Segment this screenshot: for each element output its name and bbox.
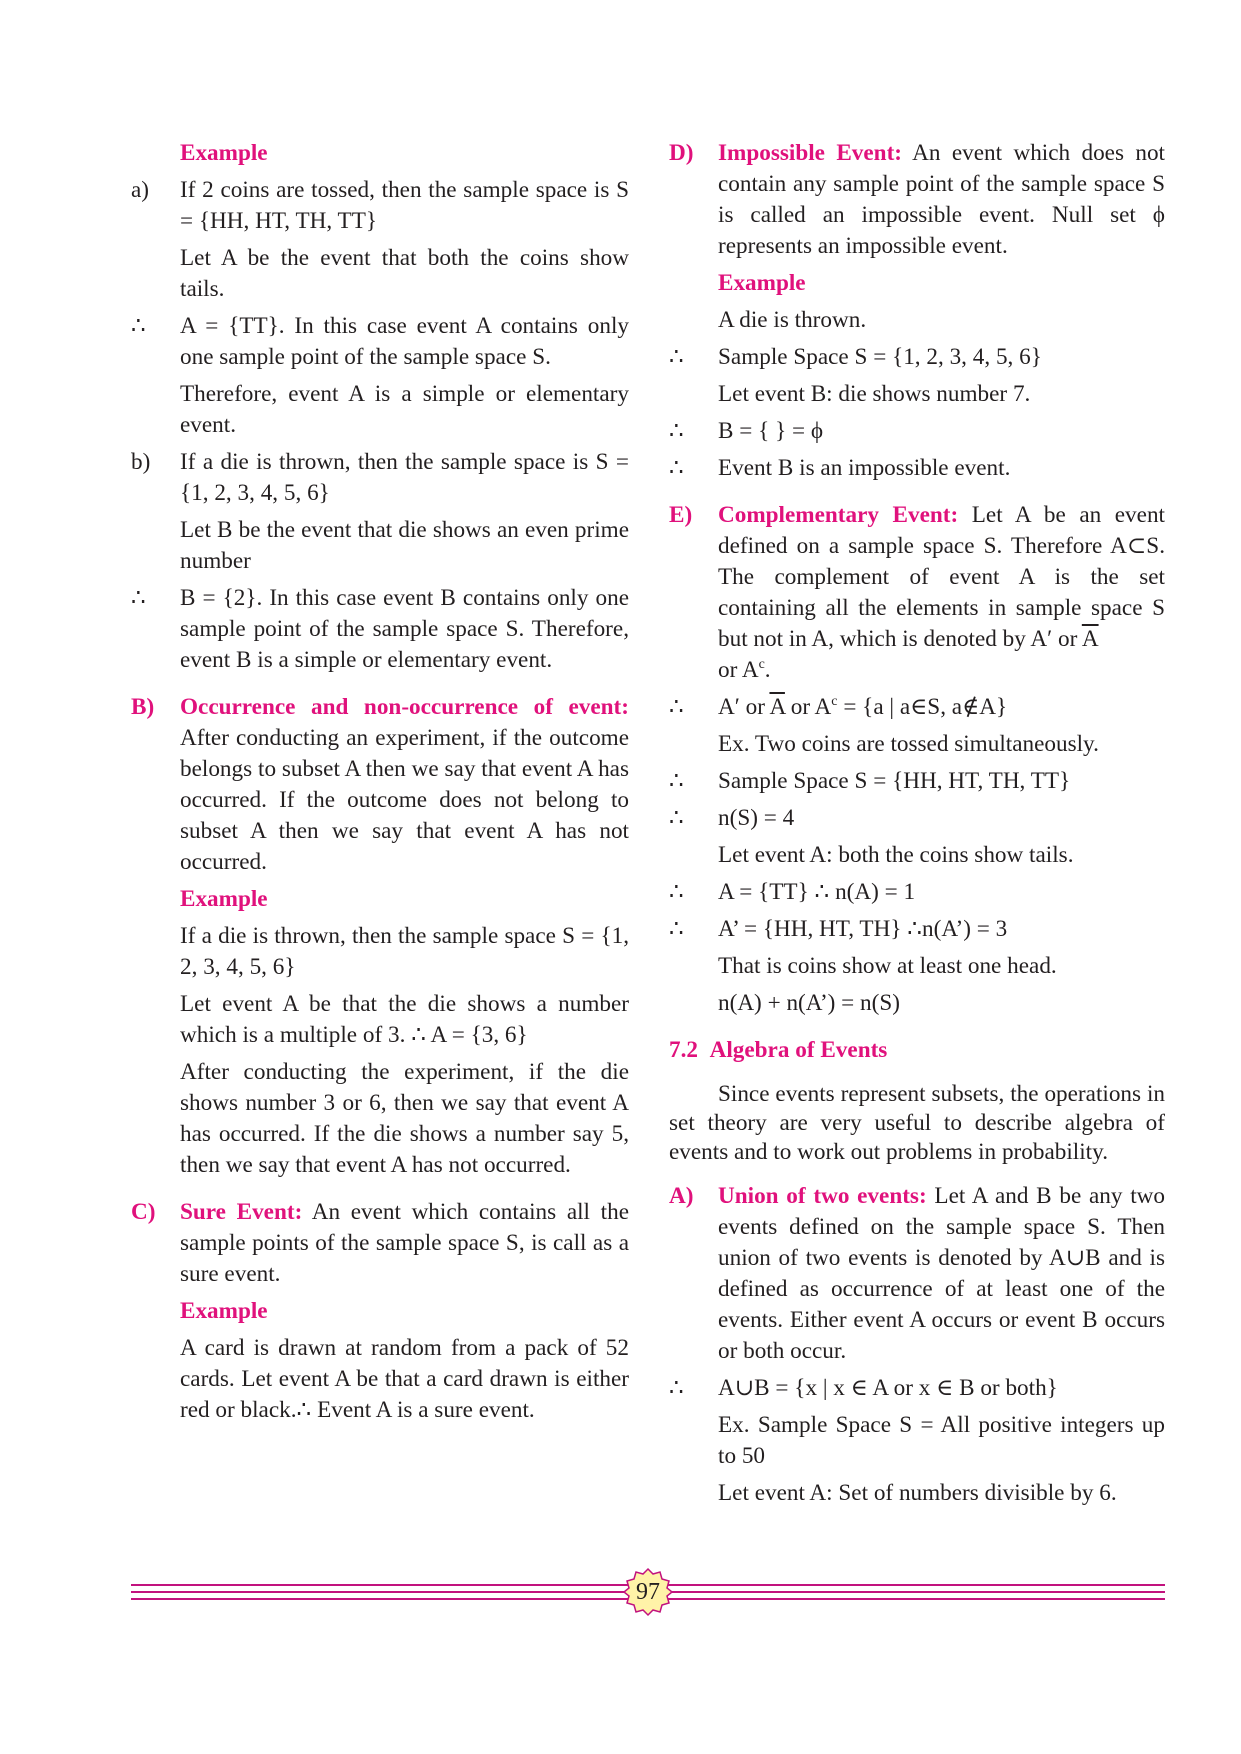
therefore-symbol: ∴ [669, 1375, 684, 1401]
therefore-symbol: ∴ [131, 585, 146, 611]
section-number: 7.2 [669, 1037, 698, 1063]
section-D: D) Impossible Event: An event which does not contain any sample point of the sample space S is called an impossible event. Null set ϕ represents an impossible event. [669, 140, 1166, 259]
section-A-union: A) Union of two events: Let A and B be any two events defined on the sample space S. Then union of two events is denoted by A∪B and is defined as occurrence of at least one of the events. Either event A occurs or event B occurs or both occur. [669, 1183, 1165, 1364]
item-a: a) If 2 coins are tossed, then the sample space is S = {HH, HT, TH, TT} [131, 177, 629, 234]
section-title: Complementary Event: [718, 502, 959, 528]
therefore-symbol: ∴ [669, 805, 684, 831]
step-line: Let event A: both the coins show tails. [718, 842, 1074, 868]
example-paragraph: Let event A be that the die shows a number which is a multiple of 3. ∴ A = {3, 6} [180, 991, 629, 1048]
step-line: ∴ n(S) = 4 [669, 803, 1165, 834]
step-line: Ex. Two coins are tossed simultaneously. [718, 731, 1099, 757]
section-title: Union of two events: [718, 1183, 927, 1209]
section-C: C) Sure Event: An event which contains all the sample points of the sample space S, is call as a sure event. [131, 1199, 629, 1287]
section-heading-7-2 [669, 1035, 1165, 1066]
item-b-result: ∴ B = {2}. In this case event B contains only one sample point of the sample space S. Therefore, event B is a simple or elementary event. [131, 585, 629, 673]
step-line: Let event A: Set of numbers divisible by 6. [718, 1480, 1117, 1506]
section-B: B) Occurrence and non-occurrence of event: After conducting an experiment, if the outcome belongs to subset A then we say that event A has occurred. If the outcome does not belong to subset A then we say that event A has not occurred. [131, 694, 629, 875]
example-heading: Example [718, 270, 806, 296]
page-footer [131, 1567, 1165, 1617]
step-line: Let event B: die shows number 7. [718, 381, 1031, 407]
therefore-symbol: ∴ [131, 313, 146, 339]
example-heading: Example [180, 1298, 268, 1324]
right-column [669, 138, 1165, 1509]
left-column [131, 138, 629, 1426]
step-line: ∴ B = { } = ϕ [669, 416, 1165, 447]
therefore-symbol: ∴ [669, 916, 684, 942]
page-number: 97 [636, 1578, 660, 1605]
step-line: A die is thrown. [718, 307, 867, 333]
example-paragraph: If a die is thrown, then the sample space S = {1, 2, 3, 4, 5, 6} [180, 923, 629, 980]
section-E: E) Complementary Event: Let A be an event defined on a sample space S. Therefore A⊂S. The complement of event A is the set containing all the elements in sample space S but not in A, which is denoted by A′ or $\overline{A}$ or $A^c$. [669, 502, 1165, 683]
step-line: ∴ A = {TT} ∴ n(A) = 1 [669, 877, 1165, 908]
section-title: Impossible Event: [718, 140, 903, 166]
therefore-symbol: ∴ [669, 418, 684, 444]
therefore-symbol: ∴ [669, 694, 684, 720]
step-line: ∴ A′ or $\overline{A}$ or $A^c = \{a$ | a∈S, a∉A} [669, 692, 1165, 723]
step-line: n(A) + n(A’) = n(S) [718, 990, 900, 1016]
example-paragraph: After conducting the experiment, if the die shows number 3 or 6, then we say that event A has occurred. If the die shows a number say 5, then we say that event A has not occurred. [180, 1059, 629, 1178]
item-a-conclusion: Therefore, event A is a simple or elementary event. [180, 381, 629, 438]
step-line: Ex. Sample Space S = All positive integers up to 50 [718, 1412, 1165, 1469]
therefore-symbol: ∴ [669, 344, 684, 370]
step-line: ∴ Sample Space S = {HH, HT, TH, TT} [669, 766, 1165, 797]
section-title: Occurrence and non-occurrence of event: [180, 694, 629, 720]
therefore-symbol: ∴ [669, 879, 684, 905]
item-b: b) If a die is thrown, then the sample space is S = {1, 2, 3, 4, 5, 6} [131, 449, 629, 506]
example-heading: Example [180, 886, 268, 912]
item-b-let: Let B be the event that die shows an even prime number [180, 517, 629, 574]
item-a-let: Let A be the event that both the coins show tails. [180, 245, 629, 302]
example-paragraph: A card is drawn at random from a pack of 52 cards. Let event A be that a card drawn is either red or black.∴ Event A is a sure event. [180, 1335, 629, 1423]
step-line: ∴ Event B is an impossible event. [669, 453, 1165, 484]
section-title: Sure Event: [180, 1199, 303, 1225]
section-title: Algebra of Events [709, 1037, 888, 1063]
step-line: That is coins show at least one head. [718, 953, 1057, 979]
section-intro: Since events represent subsets, the operations in set theory are very useful to describe algebra of events and to work out problems in probability. [669, 1081, 1165, 1165]
step-line: ∴ Sample Space S = {1, 2, 3, 4, 5, 6} [669, 342, 1165, 373]
therefore-symbol: ∴ [669, 768, 684, 794]
step-line: ∴ A’ = {HH, HT, TH} ∴n(A’) = 3 [669, 914, 1165, 945]
step-line: ∴ A∪B = {x | x ∈ A or x ∈ B or both} [669, 1373, 1165, 1404]
example-heading: Example [180, 140, 268, 166]
therefore-symbol: ∴ [669, 455, 684, 481]
item-a-result: ∴ A = {TT}. In this case event A contains only one sample point of the sample space S. [131, 313, 629, 370]
